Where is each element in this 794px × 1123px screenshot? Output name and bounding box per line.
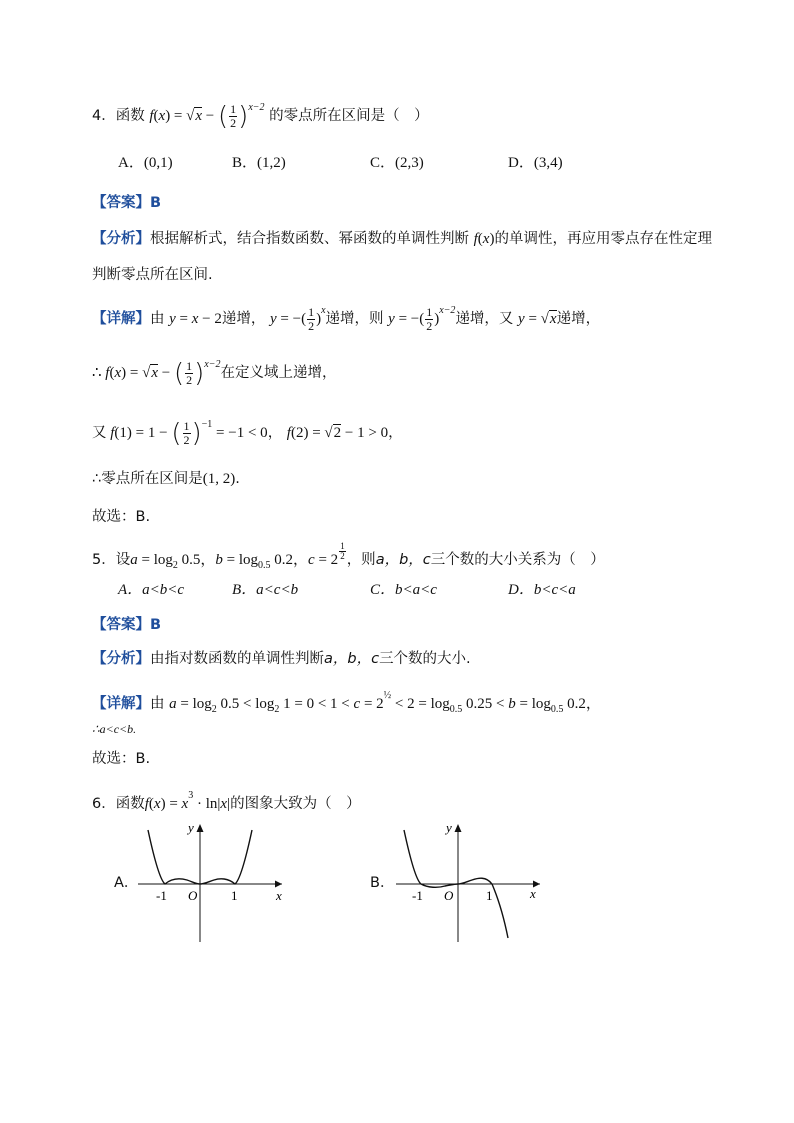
q5-option-d[interactable]: D．b<c<a bbox=[508, 582, 576, 598]
graph-a[interactable] bbox=[130, 818, 290, 944]
q4-analysis-cont: 判断零点所在区间. bbox=[92, 267, 213, 283]
graph-a-y-arrow bbox=[197, 824, 204, 832]
graph-b-label[interactable]: B． bbox=[370, 875, 395, 891]
graph-a-origin: O bbox=[188, 888, 198, 903]
q4-choose: 故选：B. bbox=[92, 509, 151, 525]
graph-b-origin: O bbox=[444, 888, 454, 903]
graph-a-tick-1: 1 bbox=[231, 888, 238, 903]
q6-stem: 6．函数$f(x) = x^3 \cdot \ln|x|$的图象大致为（ ） bbox=[92, 790, 361, 812]
graph-b-y-label: y bbox=[446, 820, 452, 835]
graph-b-tick-1: 1 bbox=[486, 888, 493, 903]
q5-detail-2: ∴a<c<b. bbox=[92, 722, 137, 736]
q5-stem: 5．设$a = \log_2 0.5$，$b = \log_{0.5} 0.2$，c = 2 $^{\frac{1}{2}}$ ，则a，b，c三个数的大小关系为（ ） bbox=[92, 541, 605, 571]
q4-detail-4: ∴零点所在区间是(1, 2). bbox=[92, 471, 240, 487]
graph-b-y-arrow bbox=[455, 824, 462, 832]
q5-analysis: 【分析】由指对数函数的单调性判断a，b，c三个数的大小. bbox=[92, 651, 471, 667]
graph-a-y-label: y bbox=[188, 820, 194, 835]
graph-a-label[interactable]: A． bbox=[114, 875, 139, 891]
q5-option-a[interactable]: A．a<b<c bbox=[118, 582, 185, 598]
graph-a-x-arrow bbox=[275, 881, 282, 888]
graph-b-x-label: x bbox=[530, 886, 536, 901]
q4-detail-3: 又 f(1) = 1 − ( $\frac{1}{2}$ )$^{-1}$ = −1 < 0， f(2) = √2 − 1 > 0， bbox=[92, 418, 403, 449]
q5-answer: 【答案】B bbox=[92, 617, 162, 633]
q4-analysis: 【分析】根据解析式，结合指数函数、幂函数的单调性判断 f(x)的单调性，再应用零点存在性定理 bbox=[92, 231, 712, 247]
q4-detail-2: ∴ f(x) = √x − ( $\frac{1}{2}$ )$^{x-2}$在定义域上递增， bbox=[92, 358, 337, 389]
q5-choose: 故选：B. bbox=[92, 751, 151, 767]
q5-option-b[interactable]: B．a<c<b bbox=[232, 582, 299, 598]
q5-option-c[interactable]: C．b<a<c bbox=[370, 582, 437, 598]
q4-detail-1: 【详解】由 y = x − 2递增， y = −( $\frac{1}{2}$ )$^x$递增，则 y = −( $\frac{1}{2}$ )$^{x-2}$递增，又 y = √x递增， bbox=[92, 305, 601, 334]
graph-a-tick-neg1: -1 bbox=[156, 888, 167, 903]
q4-option-d[interactable]: D．(3,4) bbox=[508, 155, 563, 171]
q4-tail: 的零点所在区间是（ ） bbox=[269, 108, 429, 124]
q5-detail-1: 【详解】由 $a = \log_2 0.5 < \log_2 1 = 0 < 1 < c = 2^{\frac{1}{2}} < 2 = \log_{0.5} 0.25 < b = \log_{0.5} 0.2$， bbox=[92, 690, 601, 715]
graph-b-tick-neg1: -1 bbox=[412, 888, 423, 903]
q4-option-c[interactable]: C．(2,3) bbox=[370, 155, 424, 171]
q4-option-b[interactable]: B．(1,2) bbox=[232, 155, 286, 171]
q4-stem bbox=[92, 97, 429, 130]
graph-a-x-label: x bbox=[276, 888, 282, 903]
q4-option-a[interactable]: A．(0,1) bbox=[118, 155, 173, 171]
q4-formula: f(x) = √x − ( $\frac{1}{2}$ )$^{x-2}$ bbox=[149, 101, 265, 132]
q4-number: 4．函数 bbox=[92, 108, 145, 124]
graph-b[interactable] bbox=[388, 818, 548, 944]
q4-answer: 【答案】B bbox=[92, 195, 162, 211]
